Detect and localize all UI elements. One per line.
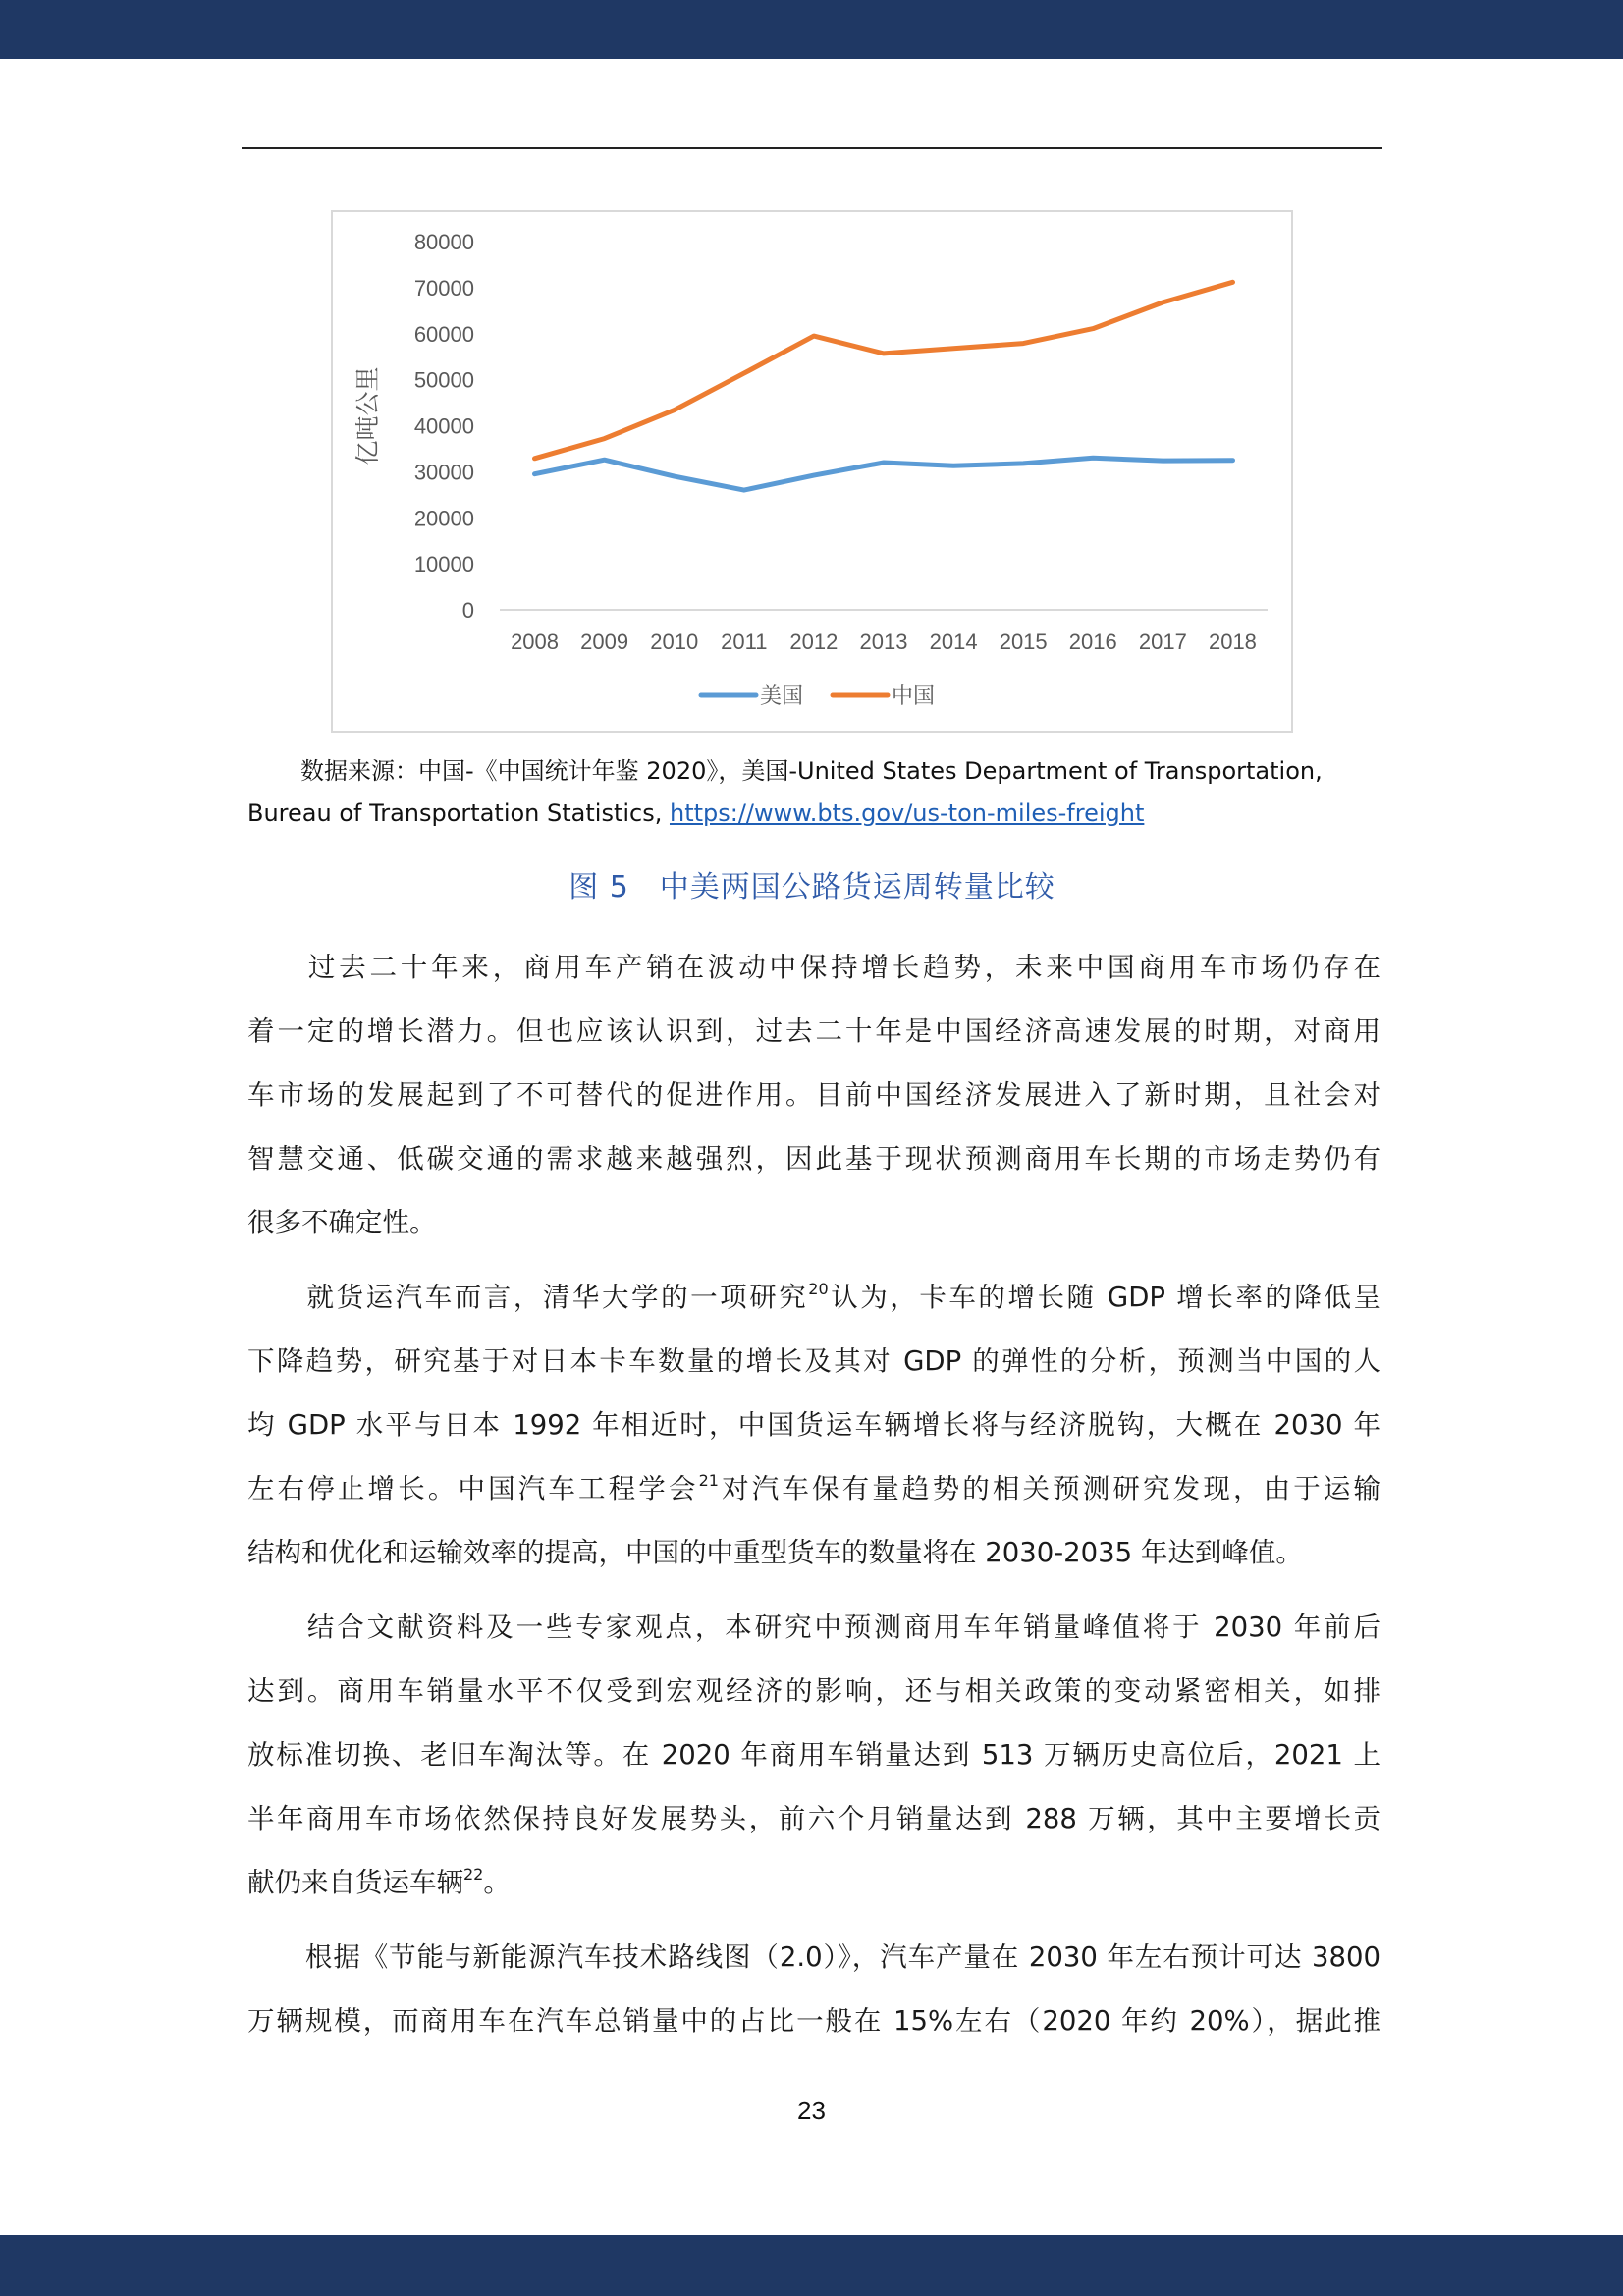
ref-20: 20 (808, 1280, 829, 1298)
x-tick-label: 2008 (511, 629, 560, 654)
page-bottom-band (0, 2235, 1623, 2296)
x-tick-label: 2013 (859, 629, 908, 654)
x-tick-label: 2016 (1068, 629, 1117, 654)
para1-line2: 着一定的增长潜力。但也应该认识到，过去二十年是中国经济高速发展的时期，对商用 (247, 1015, 1380, 1047)
x-tick-label: 2012 (789, 629, 839, 654)
para3-line5: 献仍来自货运车辆$^{22}$。 (247, 1865, 511, 1898)
series-line-1 (535, 282, 1233, 459)
source-line-2: Bureau of Transportation Statistics, (247, 799, 670, 827)
y-tick-label: 30000 (413, 460, 474, 485)
freight-chart (331, 210, 1293, 733)
legend-label-1: 中国 (892, 684, 936, 709)
para2-line2: 下降趋势，研究基于对日本卡车数量的增长及其对 GDP 的弹性的分析，预测当中国的人 (247, 1345, 1380, 1377)
para4-line2: 万辆规模，而商用车在汽车总销量中的占比一般在 15%左右（2020 年约 20%），据此推 (247, 2005, 1380, 2037)
x-tick-label: 2010 (650, 629, 699, 654)
para2-line3: 均 GDP 水平与日本 1992 年相近时，中国货运车辆增长将与经济脱钩，大概在 2030 年 (247, 1409, 1380, 1441)
para3-line3: 放标准切换、老旧车淘汰等。在 2020 年商用车销量达到 513 万辆历史高位后，2021 上 (247, 1739, 1380, 1771)
y-axis-label: 亿吨公里 (353, 366, 382, 465)
para1-line5: 很多不确定性。 (247, 1207, 437, 1238)
source-link[interactable]: https://www.bts.gov/us-ton-miles-freight (669, 799, 1145, 827)
x-tick-label: 2011 (721, 629, 768, 654)
ref-21: 21 (698, 1471, 719, 1490)
para1-line4: 智慧交通、低碳交通的需求越来越强烈，因此基于现状预测商用车长期的市场走势仍有 (247, 1143, 1380, 1175)
legend-label-0: 美国 (760, 684, 804, 709)
x-tick-label: 2014 (929, 629, 978, 654)
ref-22: 22 (463, 1865, 484, 1884)
para3-line1: 结合文献资料及一些专家观点，本研究中预测商用车年销量峰值将于 2030 年前后 (304, 1612, 1380, 1643)
y-tick-label: 40000 (413, 413, 474, 439)
para2-line5: 结构和优化和运输效率的提高，中国的中重型货车的数量将在 2030-2035 年达到峰值。 (247, 1537, 1303, 1568)
y-tick-label: 70000 (413, 275, 474, 301)
figure-caption: 图 5 中美两国公路货运周转量比较 (568, 870, 1055, 904)
page-top-band (0, 0, 1623, 59)
para2-line4: 左右停止增长。中国汽车工程学会$^{21}$对汽车保有量趋势的相关预测研究发现，由于运输 (247, 1471, 1381, 1504)
para1-line3: 车市场的发展起到了不可替代的促进作用。目前中国经济发展进入了新时期，且社会对 (247, 1079, 1380, 1111)
x-tick-label: 2018 (1208, 629, 1257, 654)
chart-legend (701, 684, 935, 709)
x-tick-label: 2009 (580, 629, 629, 654)
y-tick-label: 60000 (413, 321, 474, 347)
source-line-1: 数据来源：中国-《中国统计年鉴 2020》，美国-United States Department of Transportation, (300, 757, 1323, 785)
x-tick-label: 2015 (999, 629, 1048, 654)
para4-line1: 根据《节能与新能源汽车技术路线图（2.0）》，汽车产量在 2030 年左右预计可达 3800 (304, 1941, 1380, 1973)
para1-line1: 过去二十年来，商用车产销在波动中保持增长趋势，未来中国商用车市场仍存在 (304, 952, 1380, 983)
y-tick-label: 20000 (413, 506, 474, 531)
y-tick-label: 0 (461, 598, 474, 623)
series-line-0 (535, 458, 1233, 490)
y-tick-label: 80000 (413, 230, 474, 254)
y-tick-label: 10000 (413, 552, 474, 577)
data-source-note (247, 750, 1380, 835)
y-tick-label: 50000 (413, 367, 474, 393)
para3-line4: 半年商用车市场依然保持良好发展势头，前六个月销量达到 288 万辆，其中主要增长贡 (247, 1803, 1380, 1834)
para3-line2: 达到。商用车销量水平不仅受到宏观经济的影响，还与相关政策的变动紧密相关，如排 (247, 1675, 1380, 1707)
chart-canvas (333, 212, 1293, 733)
header-rule (242, 147, 1382, 149)
page-number: 23 (797, 2096, 826, 2125)
x-tick-label: 2017 (1138, 629, 1187, 654)
para2-line1: 就货运汽车而言，清华大学的一项研究$^{20}$认为，卡车的增长随 GDP 增长率的降低呈 (304, 1280, 1380, 1313)
